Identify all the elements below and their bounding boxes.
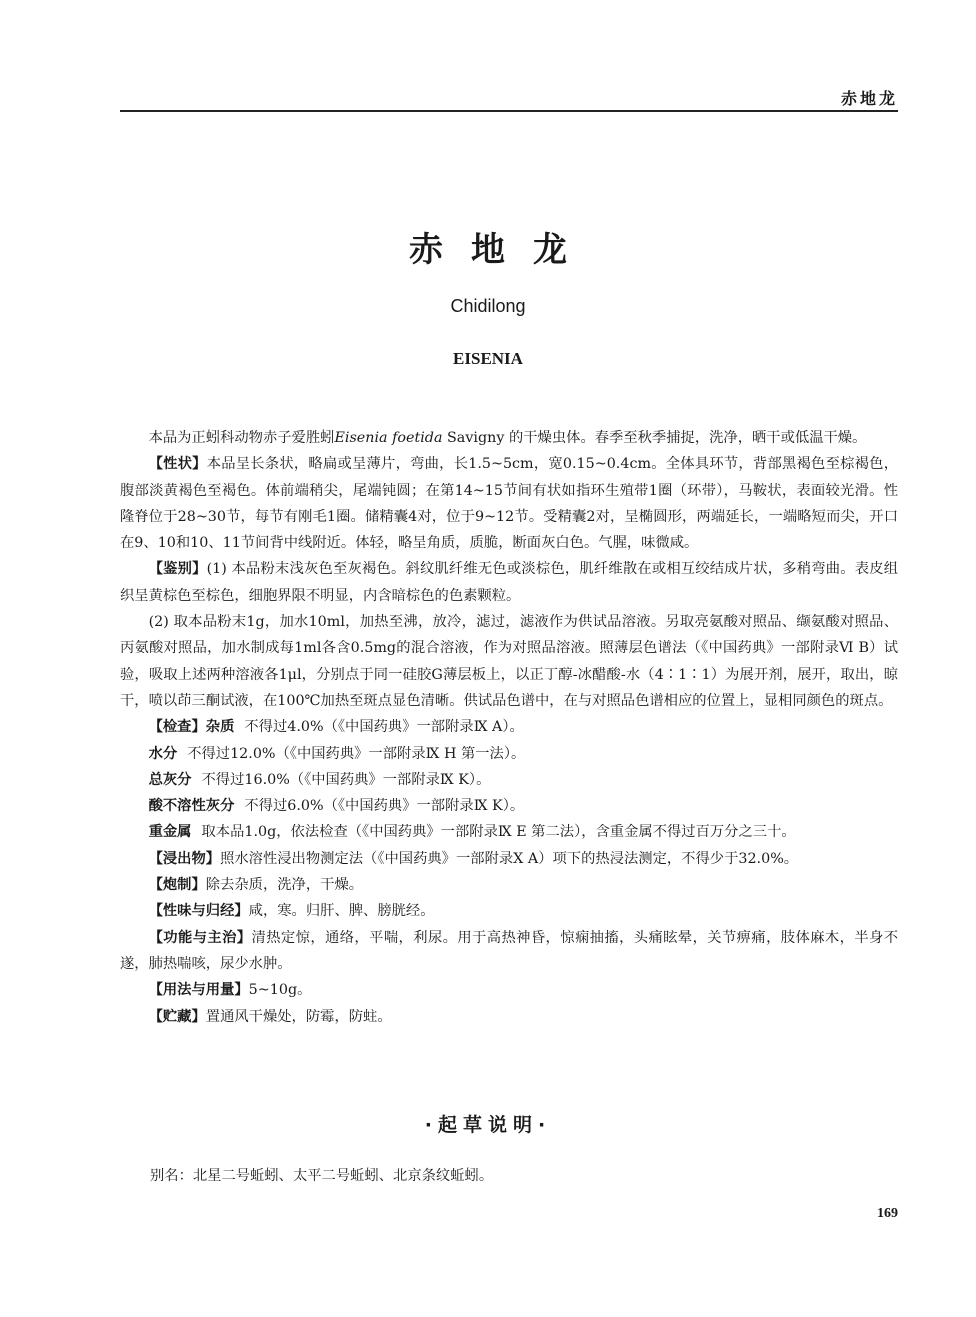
page-title: 赤地龙 [409, 230, 595, 270]
section-jianbie-2 [120, 609, 898, 714]
section-jinchuwu [120, 846, 898, 872]
section-gongneng [120, 925, 898, 978]
section-text: 清热定惊，通络，平喘，利尿。用于高热神昏，惊痫抽搐，头痛眩晕，关节痹痛，肢体麻木，半身不遂，肺热喘咳，尿少水肿。 [120, 929, 899, 972]
alias-text: 北星二号蚯蚓、太平二号蚯蚓、北京条纹蚯蚓。 [192, 1168, 494, 1184]
section-text: (1) 本品粉末浅灰色至灰褐色。斜纹肌纤维无色或淡棕色，肌纤维散在或相互绞结成片状，多稍弯曲。表皮组织呈黄棕色至棕色，细胞界限不明显，内含暗棕色的色素颗粒。 [120, 561, 898, 604]
section-header: 【性状】 [148, 456, 207, 473]
title-latin: EISENIA [453, 349, 523, 368]
intro-text-rest: Savigny 的干燥虫体。春季至秋季捕捉，洗净，晒干或低温干燥。 [442, 430, 867, 446]
page-number: 169 [877, 1206, 898, 1221]
section-header: 【浸出物】 [148, 850, 221, 867]
section-header: 【贮藏】 [148, 1008, 206, 1025]
drafting-notes-title: ·起草说明· [424, 1114, 552, 1136]
item-label: 杂质 [205, 719, 235, 736]
item-text: 不得过12.0%（《中国药典》一部附录Ⅸ H 第一法）。 [187, 745, 526, 762]
intro-paragraph [120, 425, 898, 451]
header-rule [120, 110, 898, 112]
section-header: 【炮制】 [148, 877, 206, 894]
item-shuifen [120, 741, 898, 767]
section-header: 【检查】 [148, 719, 206, 736]
section-header: 【用法与用量】 [148, 982, 249, 999]
section-text: 置通风干燥处，防霉，防蛀。 [205, 1008, 392, 1025]
item-text: 不得过4.0%（《中国药典》一部附录Ⅸ A）。 [244, 719, 524, 736]
section-header: 【鉴别】 [148, 561, 207, 578]
alias-line [150, 1165, 493, 1185]
section-text: (2) 取本品粉末1g，加水10ml，加热至沸，放冷，滤过，滤液作为供试品溶液。另取亮氨酸对照品、缬氨酸对照品、丙氨酸对照品，加水制成每1ml各含0.5mg的混合溶液，作为对照品溶液。照薄层色谱法（《中国药典》一部附录Ⅵ B）试验，吸取上述两种溶液各1μl，分别点于同一硅胶G薄层板上，以正丁醇-冰醋酸-水（4∶1∶1）为展开剂，展开，取出，晾干，喷以茚三酮试液，在100℃加热至斑点显色清晰。供试品色谱中，在与对照品色谱相应的位置上，显相同颜色的斑点。 [120, 614, 898, 709]
item-text: 取本品1.0g，依法检查（《中国药典》一部附录Ⅸ E 第二法），含重金属不得过百万分之三十。 [201, 824, 796, 841]
section-header: 【性味与归经】 [148, 903, 249, 920]
item-label: 酸不溶性灰分 [148, 798, 235, 815]
section-jiancha [120, 714, 898, 740]
section-header: 【功能与主治】 [148, 929, 252, 946]
intro-text: 本品为正蚓科动物赤子爱胜蚓 [148, 430, 335, 446]
section-paozhi [120, 872, 898, 898]
monograph-body [120, 425, 898, 1030]
section-xingzhuang [120, 451, 898, 556]
item-label: 重金属 [148, 824, 192, 841]
alias-label: 别名： [150, 1168, 193, 1184]
item-suanburong [120, 793, 898, 819]
section-text: 本品呈长条状，略扁或呈薄片，弯曲，长1.5~5cm，宽0.15~0.4cm。全体具环节，背部黑褐色至棕褐色，腹部淡黄褐色至褐色。体前端稍尖，尾端钝圆；在第14~15节间有状如指环生殖带1圈（环带），马鞍状，表面较光滑。性隆脊位于28~30节，每节有刚毛1圈。储精囊4对，位于9~12节。受精囊2对，呈椭圆形，两端延长，一端略短而尖，开口在9、10和10、11节间背中线附近。体轻，略呈角质，质脆，断面灰白色。气腥，味微咸。 [120, 456, 898, 552]
latin-name: Eisenia foetida [334, 430, 443, 446]
section-text: 5~10g。 [248, 982, 312, 999]
item-label: 总灰分 [148, 771, 192, 788]
running-head: 赤地龙 [840, 89, 898, 108]
section-jianbie [120, 556, 898, 609]
section-yongfa [120, 977, 898, 1003]
item-zhongjinshu [120, 819, 898, 845]
section-text: 除去杂质，洗净，干燥。 [205, 877, 364, 894]
section-zhucang [120, 1004, 898, 1030]
item-text: 不得过16.0%（《中国药典》一部附录Ⅸ K）。 [201, 771, 491, 788]
item-zonghuifen [120, 767, 898, 793]
item-label: 水分 [148, 745, 178, 762]
section-text: 咸，寒。归肝、脾、膀胱经。 [248, 903, 435, 920]
title-pinyin: Chidilong [450, 296, 526, 316]
item-text: 不得过6.0%（《中国药典》一部附录Ⅸ K）。 [244, 798, 525, 815]
section-xingwei [120, 898, 898, 924]
section-text: 照水溶性浸出物测定法（《中国药典》一部附录Ⅹ A）项下的热浸法测定，不得少于32.0%。 [220, 850, 799, 867]
